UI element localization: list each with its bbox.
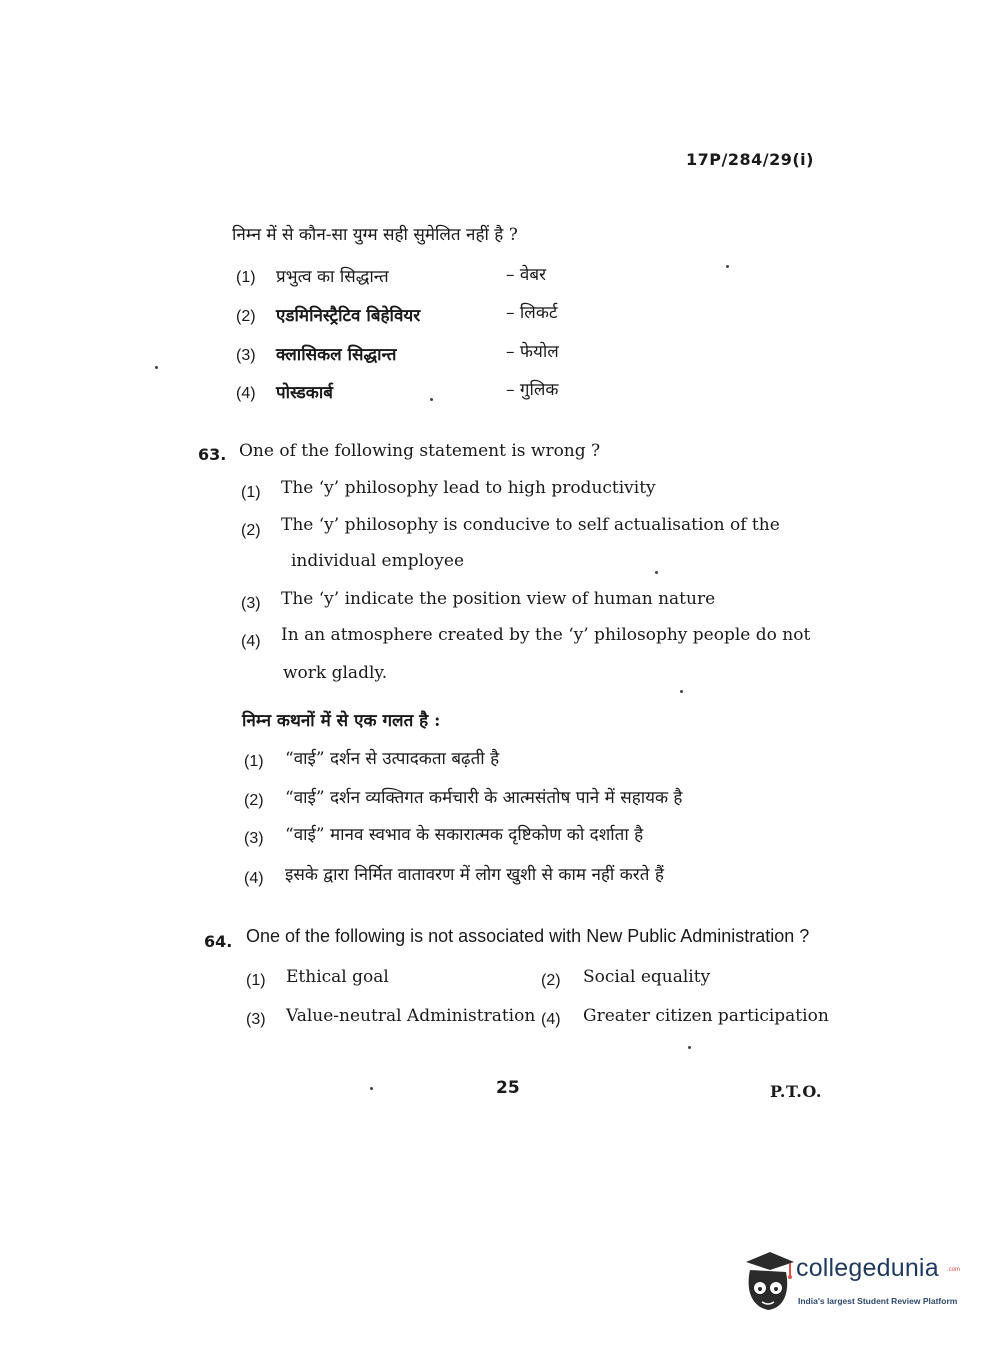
q63-number: 63. xyxy=(198,445,227,464)
scan-speck xyxy=(155,366,158,369)
q63-option-2-num: (2) xyxy=(241,522,261,539)
scan-speck xyxy=(430,398,433,401)
q63-option-3-text: The ‘y’ indicate the position view of human nature xyxy=(281,589,716,609)
q63-option-1-text: The ‘y’ philosophy lead to high productivity xyxy=(281,478,656,498)
q64-option-2-text: Social equality xyxy=(583,967,711,987)
q63-hi-option-2-num: (2) xyxy=(244,792,264,809)
paper-code: 17P/284/29(i) xyxy=(686,150,814,169)
q64-option-3-num: (3) xyxy=(246,1011,266,1028)
q63-option-2-text: The ‘y’ philosophy is conducive to self actualisation of the xyxy=(281,515,780,535)
q62-hi-option-2-num: (2) xyxy=(236,308,256,325)
scan-speck xyxy=(370,1087,373,1090)
q63-option-2-text-line2: individual employee xyxy=(291,551,465,571)
q63-hindi-question: निम्न कथनों में से एक गलत है : xyxy=(242,711,441,731)
q62-hi-option-4-left: पोस्डकार्ब xyxy=(276,383,333,403)
q64-option-2-num: (2) xyxy=(541,972,561,989)
q62-hi-option-4-num: (4) xyxy=(236,385,256,402)
q64-option-4-num: (4) xyxy=(541,1011,561,1028)
q64-question: One of the following is not associated with New Public Administration ? xyxy=(246,926,810,946)
pto-label: P.T.O. xyxy=(770,1082,822,1101)
q63-hi-option-3-num: (3) xyxy=(244,830,264,847)
q62-hi-option-1-left: प्रभुत्व का सिद्धान्त xyxy=(276,267,389,287)
q63-hi-option-4-text: इसके द्वारा निर्मित वातावरण में लोग खुशी से काम नहीं करते हैं xyxy=(285,865,664,885)
q63-option-4-num: (4) xyxy=(241,633,261,650)
collegedunia-watermark xyxy=(740,1248,970,1318)
q62-hi-option-1-right: – वेबर xyxy=(506,265,547,285)
page-number: 25 xyxy=(496,1078,520,1098)
scan-speck xyxy=(688,1046,691,1049)
q63-question: One of the following statement is wrong ? xyxy=(239,441,601,461)
scan-speck xyxy=(726,265,729,268)
q63-hi-option-4-num: (4) xyxy=(244,870,264,887)
q64-option-1-text: Ethical goal xyxy=(286,967,389,987)
scan-speck xyxy=(680,690,683,693)
q64-number: 64. xyxy=(204,932,233,951)
q63-option-3-num: (3) xyxy=(241,595,261,612)
q63-hi-option-2-text: “वाई” दर्शन व्यक्तिगत कर्मचारी के आत्मसंतोष पाने में सहायक है xyxy=(285,788,683,808)
mascot-face-icon xyxy=(740,1248,796,1314)
q63-option-1-num: (1) xyxy=(241,484,261,501)
q62-hi-option-4-right: – गुलिक xyxy=(506,380,559,400)
q62-hindi-question: निम्न में से कौन-सा युग्म सही सुमेलित नहीं है ? xyxy=(232,225,518,245)
q63-hi-option-3-text: “वाई” मानव स्वभाव के सकारात्मक दृष्टिकोण को दर्शाता है xyxy=(285,825,644,845)
q62-hi-option-1-num: (1) xyxy=(236,269,256,286)
watermark-tagline: India's largest Student Review Platform xyxy=(798,1296,958,1306)
q64-option-1-num: (1) xyxy=(246,972,266,989)
q62-hi-option-3-right: – फेयोल xyxy=(506,342,559,362)
q62-hi-option-2-right: – लिकर्ट xyxy=(506,303,558,323)
q62-hi-option-3-left: क्लासिकल सिद्धान्त xyxy=(276,345,397,365)
q62-hi-option-2-left: एडमिनिस्ट्रैटिव बिहेवियर xyxy=(276,306,421,326)
q63-option-4-text-line2: work gladly. xyxy=(283,663,388,683)
scan-speck xyxy=(655,571,658,574)
q64-option-3-text: Value-neutral Administration xyxy=(286,1006,536,1026)
q62-hi-option-3-num: (3) xyxy=(236,347,256,364)
watermark-brand: collegedunia xyxy=(796,1254,939,1282)
q63-hi-option-1-text: “वाई” दर्शन से उत्पादकता बढ़ती है xyxy=(285,749,500,769)
q64-option-4-text: Greater citizen participation xyxy=(583,1006,829,1026)
watermark-domain: .com xyxy=(947,1267,961,1273)
q63-option-4-text: In an atmosphere created by the ‘y’ philosophy people do not xyxy=(281,625,811,645)
q63-hi-option-1-num: (1) xyxy=(244,753,264,770)
